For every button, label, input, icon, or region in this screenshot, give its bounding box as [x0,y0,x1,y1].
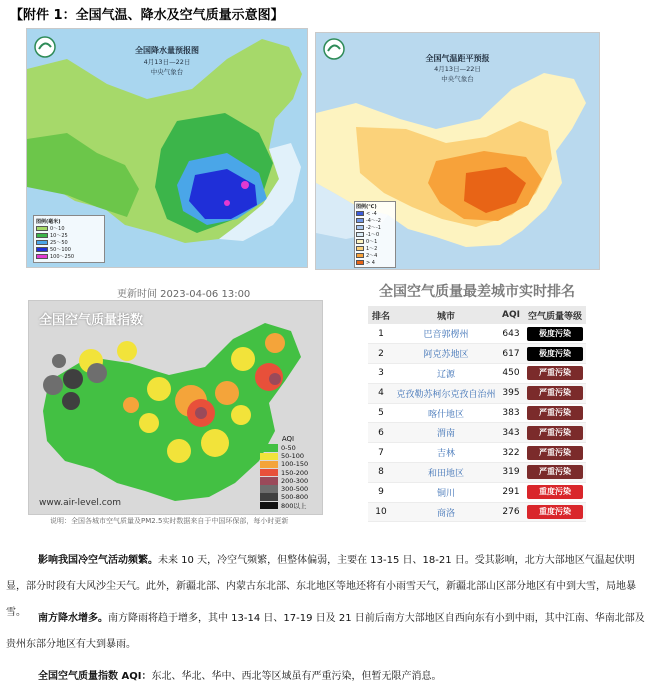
legend-swatch [36,247,48,252]
aqi-legend [260,435,316,510]
ranking-row [368,423,586,443]
city-link[interactable]: 铜川 [394,482,498,502]
legend-label: 25～50 [50,240,68,246]
legend-label: 50～100 [50,247,71,253]
city-link[interactable]: 渭南 [394,423,498,443]
level-cell [524,383,586,403]
aqi-legend-item [260,452,316,460]
precip-legend-item [36,253,102,260]
aqi-note: 说明：全国各城市空气质量及PM2.5实时数据来自于中国环保部，每小时更新 [50,517,289,525]
city-link[interactable]: 巴音郭楞州 [394,324,498,344]
aqi-map [28,300,323,515]
aqi-legend-item [260,460,316,468]
header-aqi: AQI [498,306,524,324]
temp-legend-item [356,224,394,231]
pollution-level-badge: 极度污染 [527,347,583,361]
legend-label: -1～0 [366,232,380,238]
pollution-level-badge: 极度污染 [527,327,583,341]
paragraph-south-rain [6,606,646,658]
aqi-cell: 322 [498,443,524,463]
legend-swatch [260,444,278,452]
rank-cell: 4 [368,383,394,403]
header-city: 城市 [394,306,498,324]
attachment-header: 【附件 1：全国气温、降水及空气质量示意图】 [10,8,284,23]
ranking-row [368,443,586,463]
legend-swatch [36,240,48,245]
legend-label: 100～250 [50,254,75,260]
ranking-row [368,482,586,502]
level-cell [524,364,586,384]
pollution-level-badge: 严重污染 [527,386,583,400]
precip-map-title: 全国降水量预报图 [135,46,199,55]
city-link[interactable]: 和田地区 [394,463,498,483]
legend-swatch [356,246,364,251]
ranking-row [368,344,586,364]
temp-legend [354,201,396,268]
legend-label: 0～10 [50,226,65,232]
precipitation-forecast-map [26,28,308,268]
temp-legend-item [356,252,394,259]
temp-legend-item [356,217,394,224]
ranking-row [368,324,586,344]
paragraph-south-rain-heading: 南方降水增多。 [38,613,108,624]
aqi-cell: 395 [498,383,524,403]
aqi-cell: 343 [498,423,524,443]
aqi-cell: 319 [498,463,524,483]
temp-legend-item [356,231,394,238]
temp-map-title: 全国气温距平预报 [425,54,490,63]
city-link[interactable]: 喀什地区 [394,403,498,423]
rank-cell: 2 [368,344,394,364]
precip-legend-item [36,225,102,232]
aqi-legend-item [260,444,316,452]
precip-legend-title: 图例(毫米) [36,219,61,225]
rank-cell: 10 [368,502,394,522]
legend-swatch [260,469,278,477]
legend-label: 200-300 [281,476,309,485]
level-cell [524,482,586,502]
city-link[interactable]: 商洛 [394,502,498,522]
legend-swatch [356,260,364,265]
pollution-level-badge: 严重污染 [527,406,583,420]
precip-map-agency: 中央气象台 [150,68,184,76]
level-cell [524,324,586,344]
aqi-legend-item [260,501,316,509]
level-cell [524,502,586,522]
level-cell [524,344,586,364]
temp-legend-item [356,259,394,266]
legend-swatch [36,233,48,238]
precip-legend-item [36,239,102,246]
legend-label: 10～25 [50,233,68,239]
legend-label: 150-200 [281,468,309,477]
temp-legend-item [356,210,394,217]
paragraph-south-rain-text: 南方降雨将趋于增多，其中 13-14 日、17-19 日及 21 日前后南方大部地区自西向东有小到中雨，其中江南、华南北部及贵州东部分地区有大到暴雨。 [6,613,645,650]
precip-legend-item [36,246,102,253]
rank-cell: 8 [368,463,394,483]
city-link[interactable]: 吉林 [394,443,498,463]
paragraph-cold-air-text: 未来 10 天，冷空气频繁，但整体偏弱，主要在 13-15 日、18-21 日。受其影响，北方大部地区气温起伏明显，部分时段有大风沙尘天气。此外，新疆北部、内蒙古东北部、东北地区等地还将有小雨雪天气，新疆北部山区部分地区有中到大雪，局地暴雪。 [6,555,636,618]
rank-cell: 1 [368,324,394,344]
aqi-legend-item [260,477,316,485]
legend-label: -2～-1 [366,225,381,231]
temperature-anomaly-map [315,32,600,270]
rank-cell: 3 [368,364,394,384]
ranking-row [368,364,586,384]
precip-map-date: 4月13日—22日 [143,58,191,66]
legend-swatch [260,502,278,510]
legend-label: 100-150 [281,460,309,469]
pollution-level-badge: 严重污染 [527,366,583,380]
temp-legend-item [356,238,394,245]
legend-label: > 4 [366,259,375,266]
aqi-legend-title: AQI [281,435,295,443]
legend-swatch [356,218,364,223]
legend-label: 0-50 [281,444,296,453]
ranking-body [368,324,586,522]
legend-swatch [356,232,364,237]
legend-label: 1～2 [366,246,378,252]
temp-legend-item [356,245,394,252]
ranking-row [368,403,586,423]
aqi-cell: 450 [498,364,524,384]
legend-label: < -4 [366,210,377,217]
rank-cell: 9 [368,482,394,502]
ranking-title: 全国空气质量最差城市实时排名 [379,284,575,300]
city-link[interactable]: 辽源 [394,364,498,384]
pollution-level-badge: 重度污染 [527,485,583,499]
pollution-level-badge: 严重污染 [527,446,583,460]
temp-legend-title: 图例(℃) [356,204,377,210]
legend-swatch [356,211,364,216]
header-rank: 排名 [368,306,394,324]
legend-swatch [260,485,278,493]
worst-city-ranking [368,280,586,522]
legend-label: 50-100 [281,452,305,461]
legend-swatch [36,254,48,259]
legend-swatch [356,253,364,258]
aqi-site-link[interactable]: www.air-level.com [39,498,121,508]
legend-swatch [260,461,278,469]
ranking-header-row [368,306,586,324]
temp-map-agency: 中央气象台 [441,75,474,83]
aqi-cell: 291 [498,482,524,502]
paragraph-aqi-text: 东北、华北、华中、西北等区域虽有严重污染，但暂无限产消息。 [151,671,442,682]
aqi-legend-item [260,485,316,493]
legend-label: 300-500 [281,485,309,494]
precip-legend [33,215,105,263]
ranking-table [368,306,586,522]
legend-swatch [260,493,278,501]
pollution-level-badge: 严重污染 [527,426,583,440]
level-cell [524,423,586,443]
aqi-map-title: 全国空气质量指数 [39,313,144,328]
aqi-cell: 643 [498,324,524,344]
rank-cell: 5 [368,403,394,423]
legend-swatch [356,225,364,230]
header-level: 空气质量等级 [524,306,586,324]
aqi-cell: 276 [498,502,524,522]
legend-swatch [260,453,278,461]
ranking-row [368,463,586,483]
level-cell [524,443,586,463]
paragraph-aqi [6,664,646,690]
legend-label: 0～1 [366,239,378,245]
pollution-level-badge: 严重污染 [527,465,583,479]
legend-label: 2～4 [366,253,378,259]
ranking-row [368,502,586,522]
legend-label: 800以上 [281,501,307,510]
aqi-cell: 617 [498,344,524,364]
legend-swatch [356,239,364,244]
aqi-cell: 383 [498,403,524,423]
legend-swatch [260,477,278,485]
ranking-row [368,383,586,403]
city-link[interactable]: 克孜勒苏柯尔克孜自治州 [394,383,498,403]
precip-legend-item [36,232,102,239]
city-link[interactable]: 阿克苏地区 [394,344,498,364]
temp-map-date: 4月13日—22日 [434,65,481,73]
update-time: 更新时间 2023-04-06 13:00 [117,289,251,300]
paragraph-cold-air-heading: 影响我国冷空气活动频繁。 [38,555,158,566]
legend-label: -4～-2 [366,218,381,224]
legend-label: 500-800 [281,493,309,502]
rank-cell: 7 [368,443,394,463]
level-cell [524,463,586,483]
pollution-level-badge: 重度污染 [527,505,583,519]
rank-cell: 6 [368,423,394,443]
legend-swatch [36,226,48,231]
paragraph-aqi-heading: 全国空气质量指数 AQI： [38,671,152,682]
aqi-legend-item [260,469,316,477]
level-cell [524,403,586,423]
